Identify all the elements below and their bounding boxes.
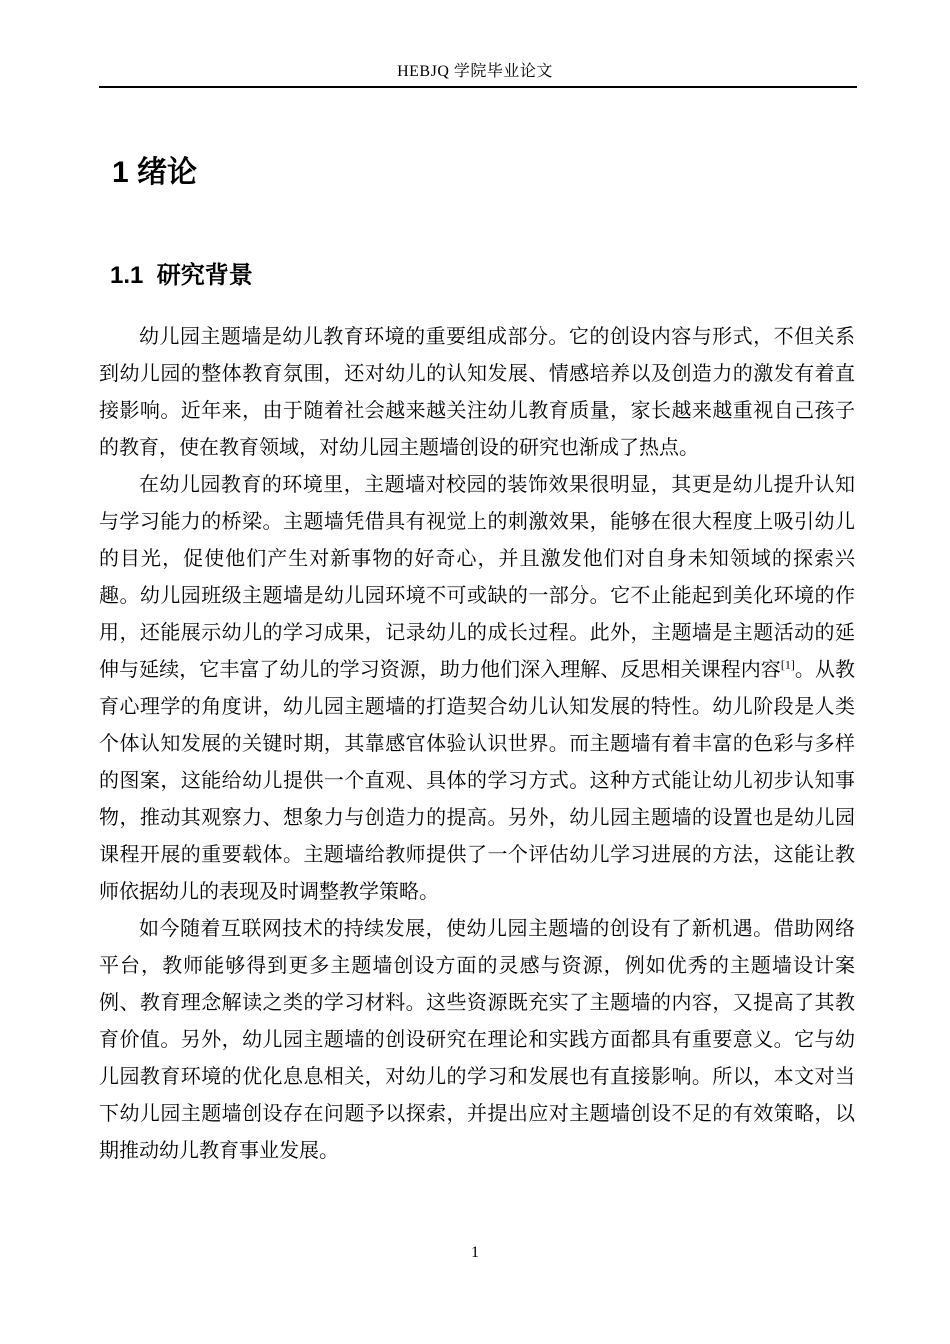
paragraph	[99, 319, 855, 467]
page-number: 1	[471, 1244, 479, 1261]
document-content	[99, 0, 855, 1170]
body-text	[99, 319, 855, 1170]
citation-ref: [1]	[780, 657, 795, 672]
chapter-heading: 1 绪论	[112, 156, 198, 189]
paragraph-text: 在幼儿园教育的环境里，主题墙对校园的装饰效果很明显，其更是幼儿提升认知与学习能力的桥梁。主题墙凭借具有视觉上的刺激效果，能够在很大程度上吸引幼儿的目光，促使他们产生对新事物的好奇心，并且激发他们对自身未知领域的探索兴趣。幼儿园班级主题墙是幼儿园环境不可或缺的一部分。它不止能起到美化环境的作用，还能展示幼儿的学习成果，记录幼儿的成长过程。此外，主题墙是主题活动的延伸与延续，它丰富了幼儿的学习资源，助力他们深入理解、反思相关课程内容	[99, 474, 855, 681]
running-header: HEBJQ 学院毕业论文	[397, 63, 553, 80]
paragraph-text: 幼儿园主题墙是幼儿教育环境的重要组成部分。它的创设内容与形式，不但关系到幼儿园的整体教育氛围，还对幼儿的认知发展、情感培养以及创造力的激发有着直接影响。近年来，由于随着社会越来越关注幼儿教育质量，家长越来越重视自己孩子的教育，使在教育领域，对幼儿园主题墙创设的研究也渐成了热点。	[99, 326, 855, 459]
paragraph	[99, 911, 855, 1170]
paragraph-text: 。从教育心理学的角度讲，幼儿园主题墙的打造契合幼儿认知发展的特性。幼儿阶段是人类个体认知发展的关键时期，其靠感官体验认识世界。而主题墙有着丰富的色彩与多样的图案，这能给幼儿提供一个直观、具体的学习方式。这种方式能让幼儿初步认知事物，推动其观察力、想象力与创造力的提高。另外，幼儿园主题墙的设置也是幼儿园课程开展的重要载体。主题墙给教师提供了一个评估幼儿学习进展的方法，这能让教师依据幼儿的表现及时调整教学策略。	[99, 659, 856, 903]
section-heading: 1.1 研究背景	[110, 262, 253, 289]
paragraph-text: 如今随着互联网技术的持续发展，使幼儿园主题墙的创设有了新机遇。借助网络平台，教师能够得到更多主题墙创设方面的灵感与资源，例如优秀的主题墙设计案例、教育理念解读之类的学习材料。这些资源既充实了主题墙的内容，又提高了其教育价值。另外，幼儿园主题墙的创设研究在理论和实践方面都具有重要意义。它与幼儿园教育环境的优化息息相关，对幼儿的学习和发展也有直接影响。所以，本文对当下幼儿园主题墙创设存在问题予以探索，并提出应对主题墙创设不足的有效策略，以期推动幼儿教育事业发展。	[99, 918, 855, 1162]
paragraph	[99, 467, 855, 911]
